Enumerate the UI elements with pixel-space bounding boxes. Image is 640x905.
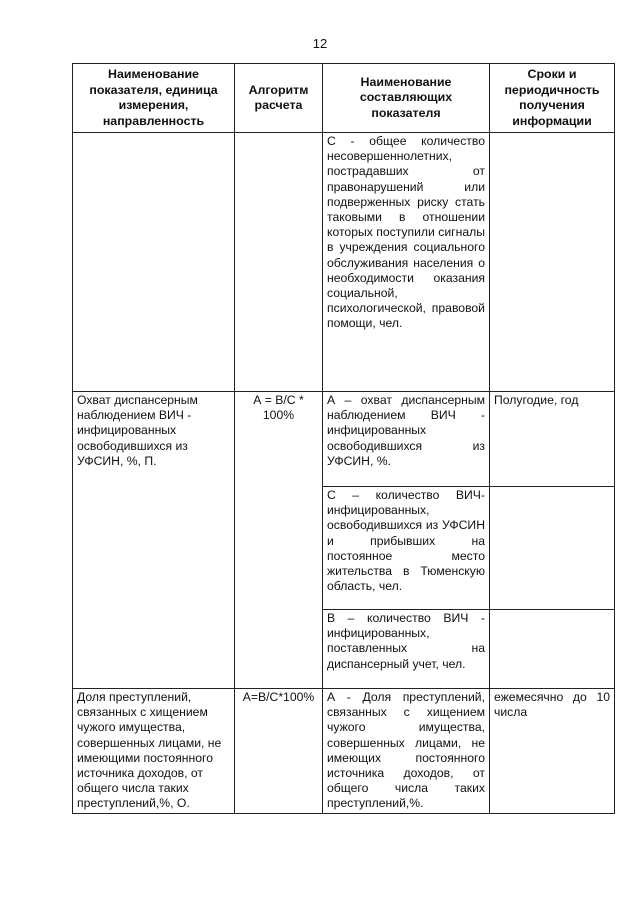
period-cell: ежемесячно до 10 числа: [490, 689, 615, 814]
component-cell: А - Доля преступлений, связанных с хищением чужого имущества, совершенных лицами, не имеющих постоянного источника доходов, от общего числа таких преступлений,%.: [323, 689, 490, 814]
header-period: Сроки и периодичность получения информации: [490, 64, 615, 133]
indicators-table: [72, 63, 615, 814]
table-row: [73, 392, 615, 487]
algorithm-cell: [235, 133, 323, 392]
period-cell: [490, 487, 615, 610]
indicator-cell: Доля преступлений, связанных с хищением чужого имущества, совершенных лицами, не имеющими постоянного источника доходов, от общего числа таких преступлений,%, О.: [73, 689, 235, 814]
table-row: [73, 133, 615, 392]
component-cell: А – охват диспансерным наблюдением ВИЧ - инфицированных освободившихся из УФСИН, %.: [323, 392, 490, 487]
component-cell: С - общее количество несовершеннолетних, пострадавших от правонарушений или подверженных риску стать таковыми в отношении которых поступили сигналы в учреждения социального обслуживания населения о необходимости оказания социальной, психологической, правовой помощи, чел.: [323, 133, 490, 392]
page-number: 12: [312, 36, 328, 51]
header-algorithm: Алгоритм расчета: [235, 64, 323, 133]
indicator-cell: Охват диспансерным наблюдением ВИЧ - инфицированных освободившихся из УФСИН, %, П.: [73, 392, 235, 689]
component-cell: В – количество ВИЧ - инфицированных, поставленных на диспансерный учет, чел.: [323, 610, 490, 689]
component-cell: С – количество ВИЧ-инфицированных, освободившихся из УФСИН и прибывших на постоянное место жительства в Тюменскую область, чел.: [323, 487, 490, 610]
algorithm-cell: А=В/С*100%: [235, 689, 323, 814]
table-header-row: [73, 64, 615, 133]
period-cell: [490, 610, 615, 689]
table-row: [73, 689, 615, 814]
period-cell: [490, 133, 615, 392]
indicator-cell: [73, 133, 235, 392]
header-components: Наименование составляющих показателя: [323, 64, 490, 133]
header-indicator: Наименование показателя, единица измерения, направленность: [73, 64, 235, 133]
algorithm-cell: А = В/С * 100%: [235, 392, 323, 689]
period-cell: Полугодие, год: [490, 392, 615, 487]
